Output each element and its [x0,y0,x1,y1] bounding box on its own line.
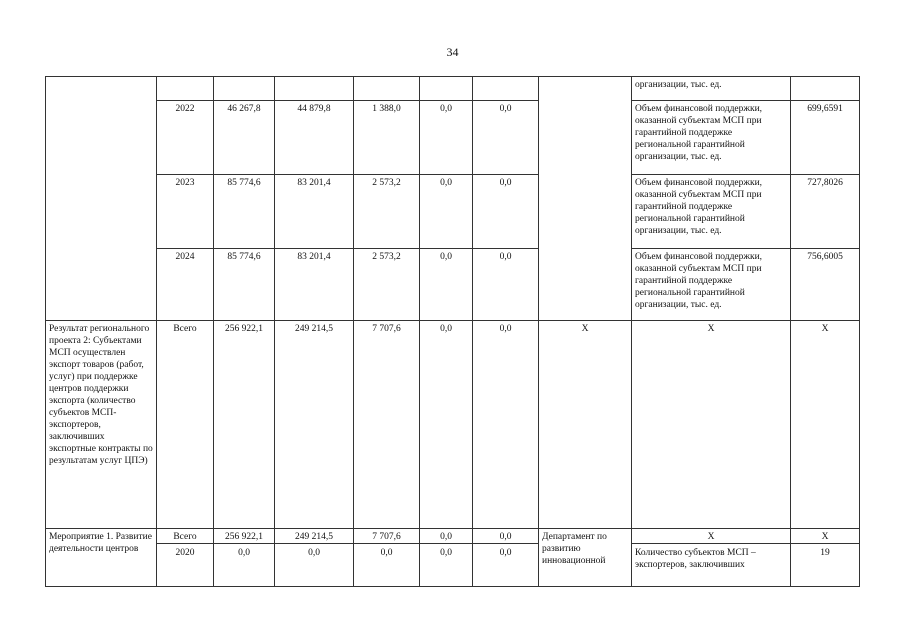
indicator-cell [632,529,791,587]
total-cell: 85 774,6 [214,249,275,321]
table-row-result-2 [46,321,860,529]
value-cell: 699,6591 [791,101,860,175]
page-number: 34 [446,45,459,59]
total-all: 256 922,1 [225,532,263,542]
total-2020: 0,0 [214,543,274,559]
federal-cell: 83 201,4 [275,175,354,249]
federal-cell: 83 201,4 [275,249,354,321]
executor-cell-empty [539,77,632,321]
indicator-cell: Объем финансовой поддержки, оказанной субъектам МСП при гарантийной поддержке региональной гарантийной организации, тыс. ед. [632,101,791,175]
regional-cell: 2 573,2 [354,249,420,321]
indicator-2020: Количество субъектов МСП – экспортеров, заключивших [632,543,790,571]
year-cell [157,529,214,587]
total-cell: 85 774,6 [214,175,275,249]
federal-cell [275,77,354,101]
indicator-cell: Объем финансовой поддержки, оказанной субъектам МСП при гарантийной поддержке региональной гарантийной организации, тыс. ед. [632,175,791,249]
year-cell: 2022 [157,101,214,175]
federal-cell: 44 879,8 [275,101,354,175]
total-cell: 256 922,1 [214,321,275,529]
result-name-cell: Результат регионального проекта 2: Субъектами МСП осуществлен экспорт товаров (работ, услуг) при поддержке центров поддержки экспорта (количество субъектов МСП-экспортеров, заключивших экспортные контракты по результатам услуг ЦПЭ) [46,321,157,529]
value-all: X [821,532,829,542]
year-cell: 2023 [157,175,214,249]
municipal-cell: 0,0 [420,175,473,249]
total-cell [214,529,275,587]
municipal-all: 0,0 [440,532,452,542]
year-all: Всего [173,532,197,542]
indicator-all: X [707,532,715,542]
value-2020: 19 [791,543,859,559]
value-cell: 727,8026 [791,175,860,249]
table-row [46,77,860,101]
value-cell: 756,6005 [791,249,860,321]
municipal-cell: 0,0 [420,101,473,175]
value-cell [791,529,860,587]
executor-cell: X [539,321,632,529]
municipal-2020: 0,0 [420,543,472,559]
total-cell: 46 267,8 [214,101,275,175]
regional-cell: 2 573,2 [354,175,420,249]
value-cell [791,77,860,101]
extrabudget-cell [473,529,539,587]
federal-all: 249 214,5 [295,532,333,542]
extrabudget-2020: 0,0 [473,543,538,559]
extrabudget-cell [473,77,539,101]
extrabudget-cell: 0,0 [473,175,539,249]
extrabudget-cell: 0,0 [473,321,539,529]
regional-2020: 0,0 [354,543,419,559]
municipal-cell: 0,0 [420,249,473,321]
extrabudget-all: 0,0 [499,532,512,542]
federal-2020: 0,0 [275,543,353,559]
indicator-cell: X [632,321,791,529]
program-table [45,76,860,587]
name-cell-empty [46,77,157,321]
federal-cell [275,529,354,587]
regional-cell: 1 388,0 [354,101,420,175]
municipal-cell: 0,0 [420,321,473,529]
municipal-cell [420,77,473,101]
year-cell [157,77,214,101]
table-row [46,101,860,175]
municipal-cell [420,529,473,587]
table-row [46,249,860,321]
regional-cell [354,77,420,101]
total-cell [214,77,275,101]
extrabudget-cell: 0,0 [473,101,539,175]
year-cell: 2024 [157,249,214,321]
year-cell: Всего [157,321,214,529]
regional-cell: 7 707,6 [354,321,420,529]
indicator-cell: Объем финансовой поддержки, оказанной субъектам МСП при гарантийной поддержке региональной гарантийной организации, тыс. ед. [632,249,791,321]
event-name-cell: Мероприятие 1. Развитие деятельности центров [46,529,157,587]
table-row-event-1 [46,529,860,587]
regional-cell [354,529,420,587]
federal-cell: 249 214,5 [275,321,354,529]
table-row [46,175,860,249]
regional-all: 7 707,6 [372,532,401,542]
executor-cell: Департамент по развитию инновационной [539,529,632,587]
indicator-cell: организации, тыс. ед. [632,77,791,101]
extrabudget-cell: 0,0 [473,249,539,321]
value-cell: X [791,321,860,529]
year-2020: 2020 [157,543,213,559]
